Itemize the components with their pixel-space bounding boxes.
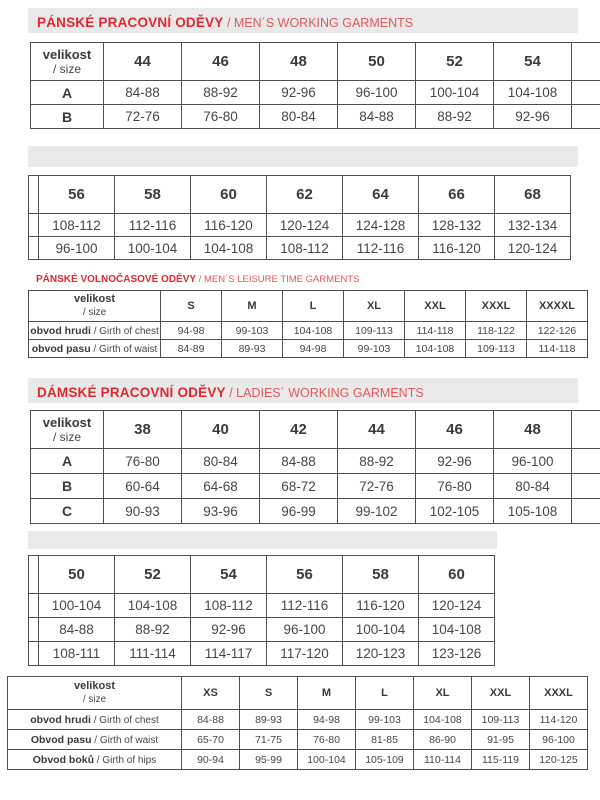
clipped-column — [572, 81, 600, 105]
size-value-cell: 114-117 — [191, 642, 267, 666]
size-column-header: 48 — [260, 43, 338, 81]
size-column-header: M — [222, 291, 283, 322]
size-value-cell: 76-80 — [416, 474, 494, 499]
size-column-header: XXXL — [466, 291, 527, 322]
size-value-cell: 120-123 — [343, 642, 419, 666]
size-value-cell: 100-104 — [115, 237, 191, 260]
size-value-cell: 105-108 — [494, 499, 572, 524]
size-value-cell: 84-88 — [338, 105, 416, 129]
size-value-cell: 122-126 — [527, 322, 588, 340]
size-value-cell: 96-100 — [267, 618, 343, 642]
size-column-header: 58 — [115, 176, 191, 214]
size-value-cell: 109-113 — [466, 340, 527, 358]
size-value-cell: 104-108 — [419, 618, 495, 642]
clipped-column — [572, 449, 600, 474]
size-column-header: 46 — [182, 43, 260, 81]
mens-working-sizes-table-part1 — [30, 42, 600, 129]
size-column-header: XXXL — [530, 677, 588, 710]
ladies-leisure-sizes-table — [7, 676, 590, 770]
size-value-cell: 89-93 — [222, 340, 283, 358]
size-value-cell: 104-108 — [283, 322, 344, 340]
size-column-header: 50 — [39, 556, 115, 594]
size-value-cell: 88-92 — [115, 618, 191, 642]
size-value-cell: 76-80 — [104, 449, 182, 474]
size-value-cell: 94-98 — [298, 710, 356, 730]
size-value-cell: 112-116 — [115, 214, 191, 237]
size-value-cell: 71-75 — [240, 730, 298, 750]
row-label-en: / Girth of waist — [90, 343, 158, 355]
corner-label-line2: / size — [82, 306, 107, 318]
size-table — [28, 555, 495, 666]
row-label — [8, 710, 182, 730]
row-label: A — [31, 81, 104, 105]
size-value-cell: 114-118 — [405, 322, 466, 340]
size-value-cell: 90-94 — [182, 750, 240, 770]
size-column-header: XXL — [405, 291, 466, 322]
size-value-cell: 105-109 — [356, 750, 414, 770]
row-label: A — [31, 449, 104, 474]
size-value-cell: 80-84 — [494, 474, 572, 499]
section-title-cz: PÁNSKÉ VOLNOČASOVÉ ODĚVY — [36, 274, 197, 285]
size-value-cell: 96-100 — [338, 81, 416, 105]
size-value-cell: 90-93 — [104, 499, 182, 524]
size-value-cell: 84-88 — [104, 81, 182, 105]
size-value-cell: 92-96 — [416, 449, 494, 474]
row-label — [29, 322, 161, 340]
size-value-cell: 88-92 — [416, 105, 494, 129]
size-column-header: 66 — [419, 176, 495, 214]
size-value-cell: 80-84 — [260, 105, 338, 129]
mens-working-sizes-table-part2 — [28, 175, 573, 260]
size-column-header: 54 — [191, 556, 267, 594]
size-value-cell: 88-92 — [338, 449, 416, 474]
size-value-cell: 124-128 — [343, 214, 419, 237]
size-value-cell: 120-124 — [419, 594, 495, 618]
size-value-cell: 99-103 — [344, 340, 405, 358]
size-column-header: 50 — [338, 43, 416, 81]
size-value-cell: 104-108 — [494, 81, 572, 105]
mens-leisure-sizes-table — [28, 290, 590, 358]
row-label: B — [31, 105, 104, 129]
size-table — [28, 290, 588, 358]
row-label — [29, 340, 161, 358]
row-label-cz: Obvod pasu — [30, 733, 92, 746]
size-corner-label — [8, 677, 182, 710]
corner-label-line1: velikost — [42, 414, 92, 430]
size-value-cell: 120-125 — [530, 750, 588, 770]
corner-label-line1: velikost — [74, 293, 115, 306]
clipped-label-column — [29, 594, 39, 618]
section-title-separator: / — [223, 16, 234, 30]
section-title-cz: PÁNSKÉ PRACOVNÍ ODĚVY — [37, 15, 224, 30]
size-column-header: 64 — [343, 176, 419, 214]
section-divider-bar — [28, 531, 497, 549]
size-value-cell: 86-90 — [414, 730, 472, 750]
size-table — [7, 676, 588, 770]
size-value-cell: 81-85 — [356, 730, 414, 750]
size-value-cell: 99-102 — [338, 499, 416, 524]
size-column-header: 46 — [416, 411, 494, 449]
row-label: C — [31, 499, 104, 524]
clipped-column — [572, 105, 600, 129]
size-value-cell: 80-84 — [182, 449, 260, 474]
size-value-cell: 94-98 — [283, 340, 344, 358]
size-column-header: 52 — [416, 43, 494, 81]
row-label: B — [31, 474, 104, 499]
size-value-cell: 88-92 — [182, 81, 260, 105]
size-value-cell: 99-103 — [222, 322, 283, 340]
size-value-cell: 110-114 — [414, 750, 472, 770]
size-column-header: 68 — [495, 176, 571, 214]
size-value-cell: 132-134 — [495, 214, 571, 237]
size-column-header: S — [240, 677, 298, 710]
clipped-label-column — [29, 176, 39, 214]
clipped-column — [572, 43, 600, 81]
corner-label-line1: velikost — [74, 680, 115, 693]
size-value-cell: 72-76 — [104, 105, 182, 129]
size-value-cell: 84-89 — [161, 340, 222, 358]
size-value-cell: 99-103 — [356, 710, 414, 730]
size-corner-label — [31, 43, 104, 81]
section-title-en: MEN´S WORKING GARMENTS — [233, 16, 414, 30]
size-value-cell: 116-120 — [343, 594, 419, 618]
row-label — [8, 750, 182, 770]
clipped-column — [572, 474, 600, 499]
size-column-header: 42 — [260, 411, 338, 449]
size-value-cell: 116-120 — [191, 214, 267, 237]
size-column-header: 56 — [267, 556, 343, 594]
size-value-cell: 76-80 — [298, 730, 356, 750]
size-value-cell: 123-126 — [419, 642, 495, 666]
clipped-column — [572, 411, 600, 449]
size-value-cell: 104-108 — [191, 237, 267, 260]
row-label — [8, 730, 182, 750]
size-value-cell: 116-120 — [419, 237, 495, 260]
size-value-cell: 92-96 — [191, 618, 267, 642]
clipped-label-column — [29, 214, 39, 237]
size-value-cell: 94-98 — [161, 322, 222, 340]
size-column-header: 58 — [343, 556, 419, 594]
size-value-cell: 128-132 — [419, 214, 495, 237]
size-column-header: XL — [344, 291, 405, 322]
size-value-cell: 102-105 — [416, 499, 494, 524]
size-value-cell: 100-104 — [39, 594, 115, 618]
size-column-header: 60 — [191, 176, 267, 214]
row-label-cz: obvod hrudi — [30, 324, 91, 337]
section-banner-mens-leisure — [36, 269, 360, 287]
size-value-cell: 114-118 — [527, 340, 588, 358]
section-title-cz: DÁMSKÉ PRACOVNÍ ODĚVY — [37, 385, 226, 400]
size-value-cell: 91-95 — [472, 730, 530, 750]
row-label-en: / Girth of chest — [90, 325, 159, 337]
section-title-en: MEN´S LEISURE TIME GARMENTS — [203, 274, 360, 285]
size-value-cell: 84-88 — [182, 710, 240, 730]
size-value-cell: 109-113 — [472, 710, 530, 730]
size-column-header: XXL — [472, 677, 530, 710]
size-value-cell: 84-88 — [39, 618, 115, 642]
size-value-cell: 100-104 — [416, 81, 494, 105]
size-corner-label — [29, 291, 161, 322]
size-corner-label — [31, 411, 104, 449]
size-value-cell: 117-120 — [267, 642, 343, 666]
size-value-cell: 115-119 — [472, 750, 530, 770]
size-column-header: XXXXL — [527, 291, 588, 322]
corner-label-line1: velikost — [42, 46, 92, 62]
corner-label-line2: / size — [82, 693, 107, 705]
size-value-cell: 65-70 — [182, 730, 240, 750]
clipped-column — [572, 499, 600, 524]
size-value-cell: 120-124 — [267, 214, 343, 237]
size-value-cell: 68-72 — [260, 474, 338, 499]
row-label-cz: Obvod boků — [32, 753, 94, 766]
size-value-cell: 84-88 — [260, 449, 338, 474]
size-value-cell: 100-104 — [343, 618, 419, 642]
size-column-header: 62 — [267, 176, 343, 214]
clipped-label-column — [29, 237, 39, 260]
size-value-cell: 108-112 — [267, 237, 343, 260]
size-column-header: 52 — [115, 556, 191, 594]
size-value-cell: 92-96 — [494, 105, 572, 129]
size-value-cell: 104-108 — [405, 340, 466, 358]
size-column-header: 44 — [104, 43, 182, 81]
row-label-en: / Girth of waist — [91, 734, 159, 746]
size-value-cell: 64-68 — [182, 474, 260, 499]
size-value-cell: 89-93 — [240, 710, 298, 730]
size-value-cell: 76-80 — [182, 105, 260, 129]
section-divider-bar — [28, 146, 578, 167]
size-value-cell: 92-96 — [260, 81, 338, 105]
size-column-header: S — [161, 291, 222, 322]
size-column-header: L — [356, 677, 414, 710]
size-column-header: 56 — [39, 176, 115, 214]
size-table — [30, 410, 600, 524]
size-table — [30, 42, 600, 129]
size-value-cell: 118-122 — [466, 322, 527, 340]
section-title-separator: / — [225, 386, 237, 400]
size-column-header: 60 — [419, 556, 495, 594]
size-value-cell: 112-116 — [267, 594, 343, 618]
size-column-header: 44 — [338, 411, 416, 449]
size-value-cell: 109-113 — [344, 322, 405, 340]
size-column-header: 38 — [104, 411, 182, 449]
size-column-header: XS — [182, 677, 240, 710]
clipped-label-column — [29, 618, 39, 642]
size-value-cell: 96-99 — [260, 499, 338, 524]
size-value-cell: 96-100 — [39, 237, 115, 260]
ladies-working-sizes-table-part1 — [30, 410, 600, 524]
size-value-cell: 96-100 — [494, 449, 572, 474]
size-value-cell: 96-100 — [530, 730, 588, 750]
clipped-label-column — [29, 642, 39, 666]
size-value-cell: 108-111 — [39, 642, 115, 666]
row-label-cz: obvod pasu — [31, 342, 91, 355]
row-label-en: / Girth of chest — [90, 714, 159, 726]
size-value-cell: 104-108 — [414, 710, 472, 730]
size-value-cell: 108-112 — [39, 214, 115, 237]
size-column-header: 48 — [494, 411, 572, 449]
size-value-cell: 100-104 — [298, 750, 356, 770]
size-value-cell: 112-116 — [343, 237, 419, 260]
row-label-en: / Girth of hips — [94, 754, 157, 766]
size-table — [28, 175, 571, 260]
ladies-working-sizes-table-part2 — [28, 555, 498, 666]
size-column-header: 40 — [182, 411, 260, 449]
section-title-en: LADIES´ WORKING GARMENTS — [236, 386, 424, 400]
size-value-cell: 120-124 — [495, 237, 571, 260]
row-label-cz: obvod hrudi — [30, 713, 91, 726]
size-value-cell: 104-108 — [115, 594, 191, 618]
size-column-header: XL — [414, 677, 472, 710]
size-value-cell: 72-76 — [338, 474, 416, 499]
clipped-label-column — [29, 556, 39, 594]
size-column-header: M — [298, 677, 356, 710]
size-value-cell: 95-99 — [240, 750, 298, 770]
corner-label-line2: / size — [52, 62, 81, 77]
size-column-header: L — [283, 291, 344, 322]
size-column-header: 54 — [494, 43, 572, 81]
section-banner-mens-working — [28, 8, 578, 33]
size-value-cell: 93-96 — [182, 499, 260, 524]
size-value-cell: 111-114 — [115, 642, 191, 666]
size-value-cell: 108-112 — [191, 594, 267, 618]
section-title-separator: / — [196, 274, 204, 285]
corner-label-line2: / size — [52, 430, 81, 445]
size-value-cell: 114-120 — [530, 710, 588, 730]
size-value-cell: 60-64 — [104, 474, 182, 499]
section-banner-ladies-working — [28, 378, 578, 403]
